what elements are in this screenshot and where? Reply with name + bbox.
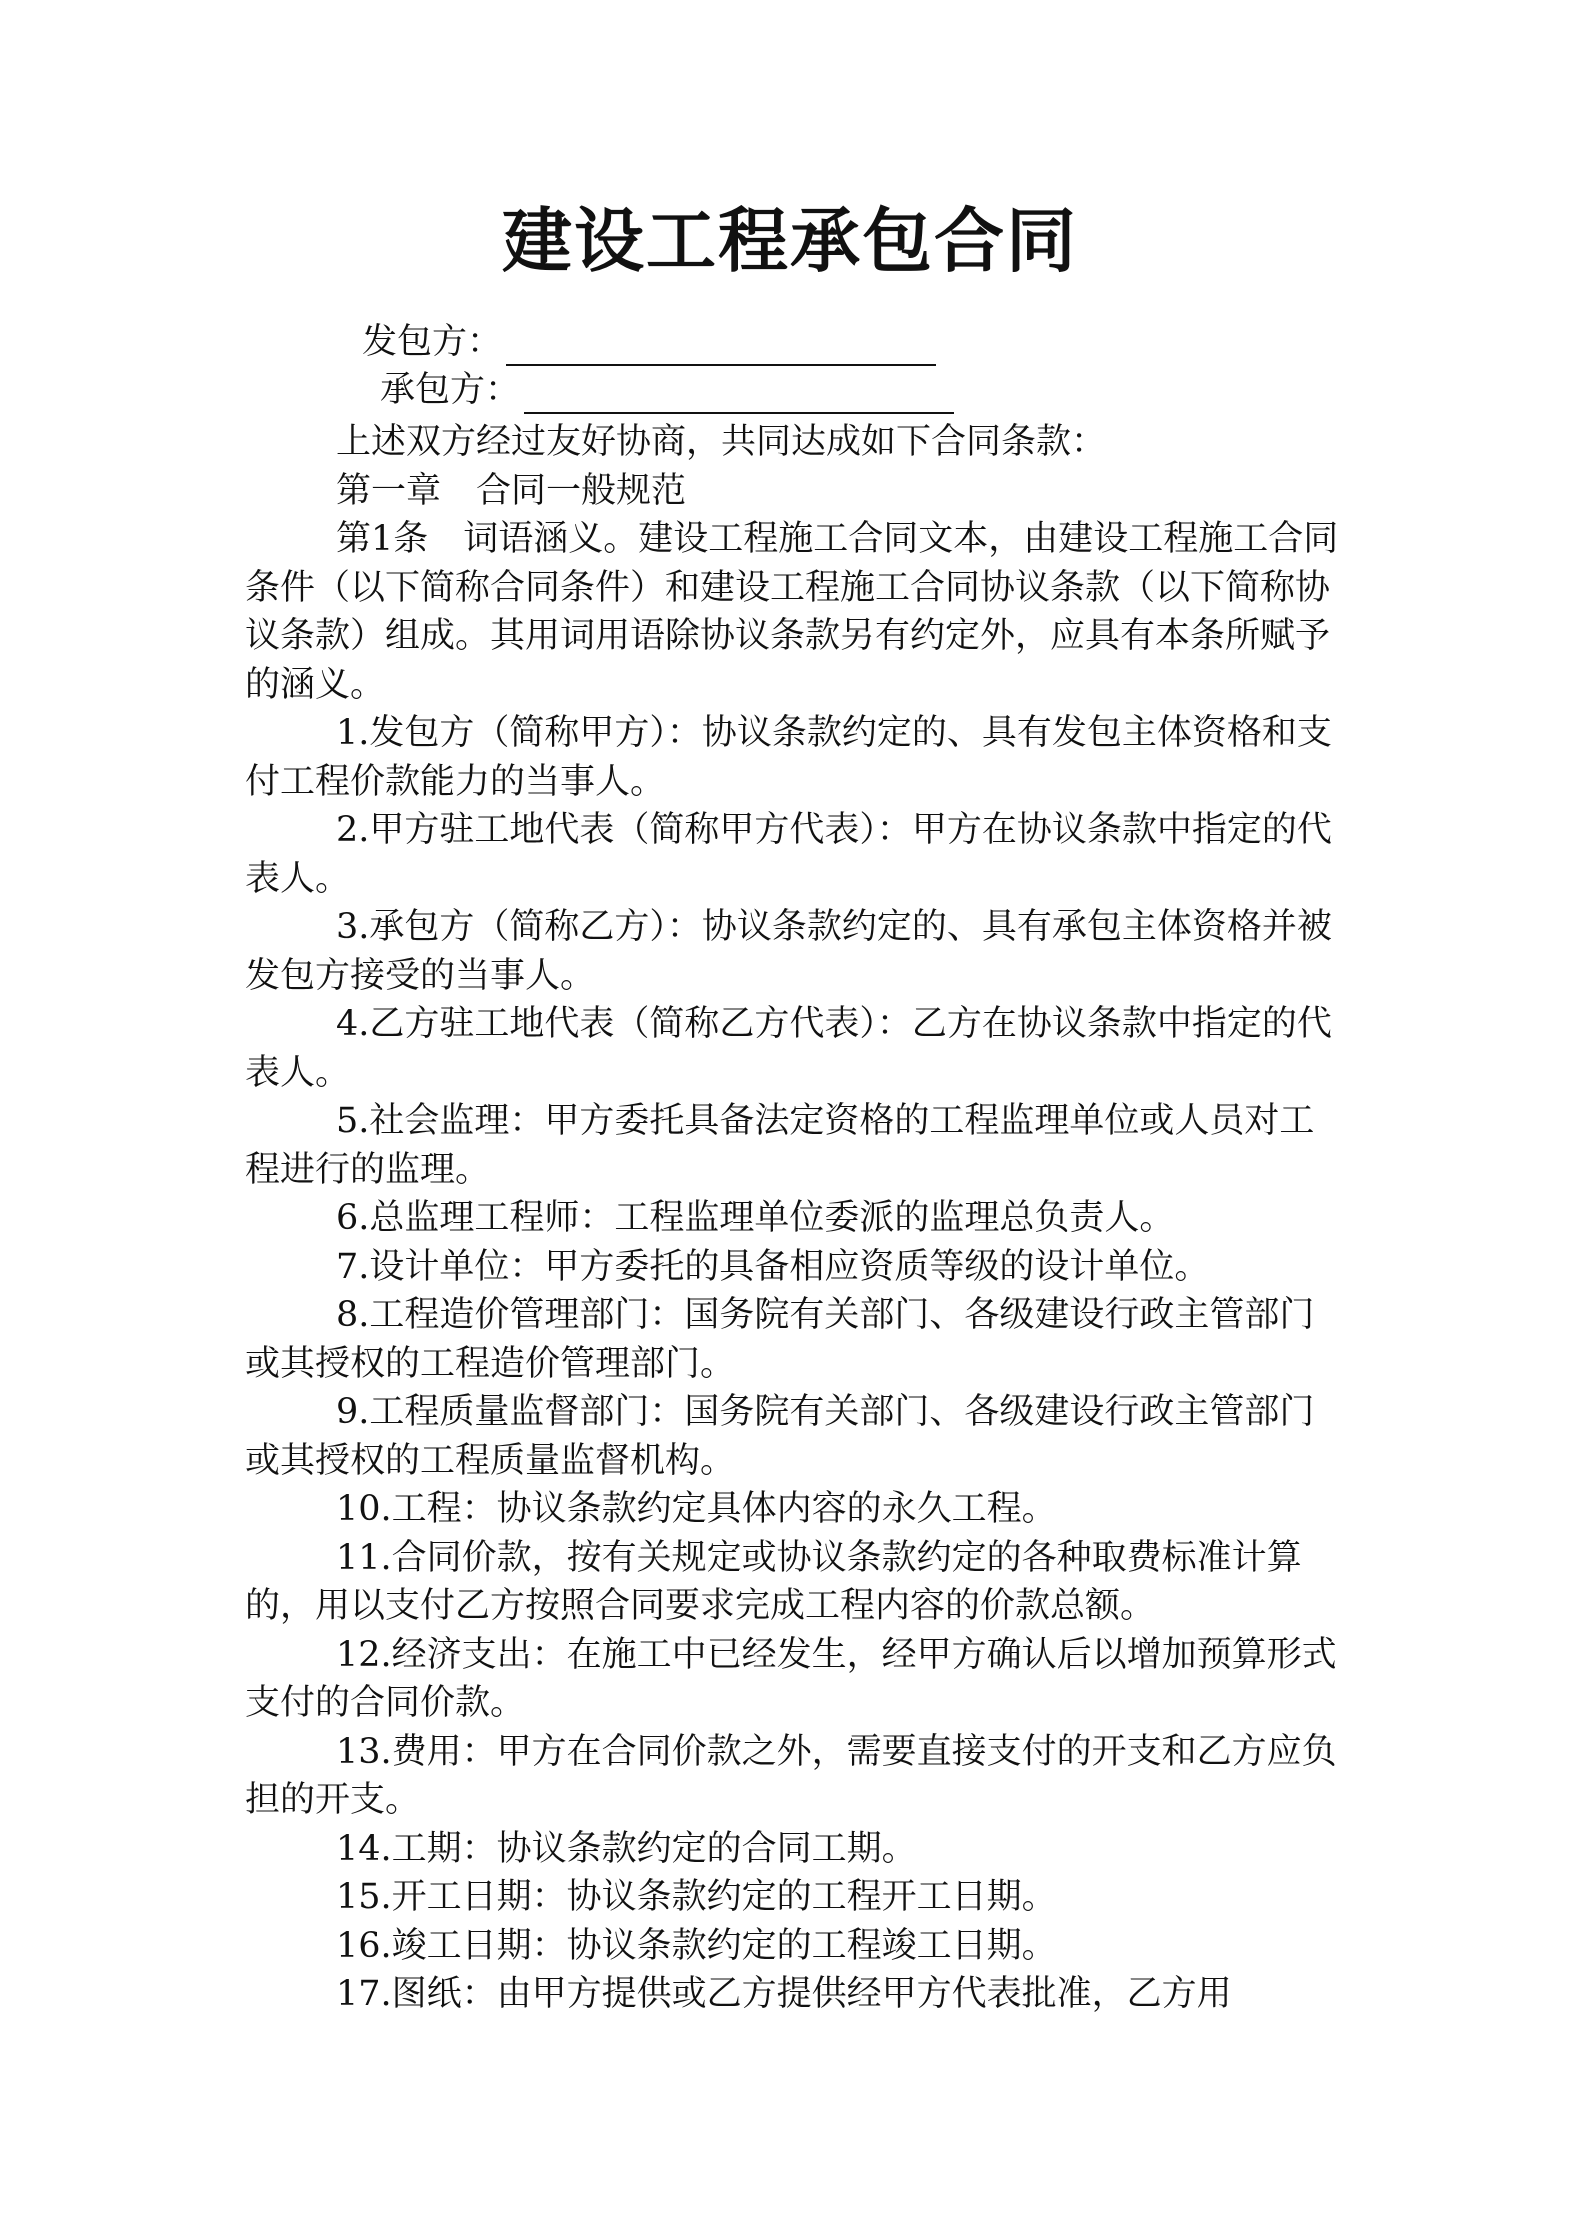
definition-item: 8.工程造价管理部门：国务院有关部门、各级建设行政主管部门或其授权的工程造价管理部门。	[245, 1295, 1315, 1384]
definition-item: 13.费用：甲方在合同价款之外，需要直接支付的开支和乙方应负担的开支。	[245, 1731, 1337, 1820]
definition-item: 10.工程：协议条款约定具体内容的永久工程。	[336, 1489, 1057, 1529]
party-employer-label: 发包方：	[362, 322, 503, 362]
definition-item: 1.发包方（简称甲方）：协议条款约定的、具有发包主体资格和支付工程价款能力的当事人。	[245, 713, 1332, 802]
party-contractor-blank	[524, 372, 954, 414]
definition-item: 11.合同价款，按有关规定或协议条款约定的各种取费标准计算的，用以支付乙方按照合同要求完成工程内容的价款总额。	[245, 1537, 1302, 1626]
definition-item: 12.经济支出：在施工中已经发生，经甲方确认后以增加预算形式支付的合同价款。	[245, 1634, 1337, 1723]
definition-item: 17.图纸：由甲方提供或乙方提供经甲方代表批准，乙方用	[336, 1974, 1232, 2014]
party-contractor-label: 承包方：	[380, 370, 521, 410]
article-paragraph: 第1条 词语涵义。建设工程施工合同文本，由建设工程施工合同条件（以下简称合同条件）和建设工程施工合同协议条款（以下简称协议条款）组成。其用词用语除协议条款另有约定外，应具有本条所赋予的涵义。	[245, 519, 1339, 705]
definition-item: 3.承包方（简称乙方）：协议条款约定的、具有承包主体资格并被发包方接受的当事人。	[245, 907, 1332, 996]
document-title: 建设工程承包合同	[502, 199, 1078, 282]
definition-item: 15.开工日期：协议条款约定的工程开工日期。	[336, 1877, 1057, 1917]
definition-item: 16.竣工日期：协议条款约定的工程竣工日期。	[336, 1925, 1057, 1966]
party-employer-line	[362, 318, 936, 366]
definition-item: 6.总监理工程师：工程监理单位委派的监理总负责人。	[336, 1198, 1175, 1238]
contract-body	[245, 418, 1345, 2019]
intro-paragraph: 上述双方经过友好协商，共同达成如下合同条款：	[336, 422, 1107, 462]
party-contractor-line	[380, 366, 954, 414]
definition-item: 14.工期：协议条款约定的合同工期。	[336, 1828, 917, 1869]
definition-item: 9.工程质量监督部门：国务院有关部门、各级建设行政主管部门或其授权的工程质量监督机构。	[245, 1392, 1315, 1481]
definition-item: 4.乙方驻工地代表（简称乙方代表）：乙方在协议条款中指定的代表人。	[245, 1004, 1332, 1093]
definition-item: 7.设计单位：甲方委托的具备相应资质等级的设计单位。	[336, 1246, 1210, 1287]
definition-item: 5.社会监理：甲方委托具备法定资格的工程监理单位或人员对工程进行的监理。	[245, 1101, 1315, 1190]
party-employer-blank	[506, 324, 936, 366]
definition-item: 2.甲方驻工地代表（简称甲方代表）：甲方在协议条款中指定的代表人。	[245, 810, 1332, 899]
chapter-heading: 第一章 合同一般规范	[336, 470, 687, 511]
